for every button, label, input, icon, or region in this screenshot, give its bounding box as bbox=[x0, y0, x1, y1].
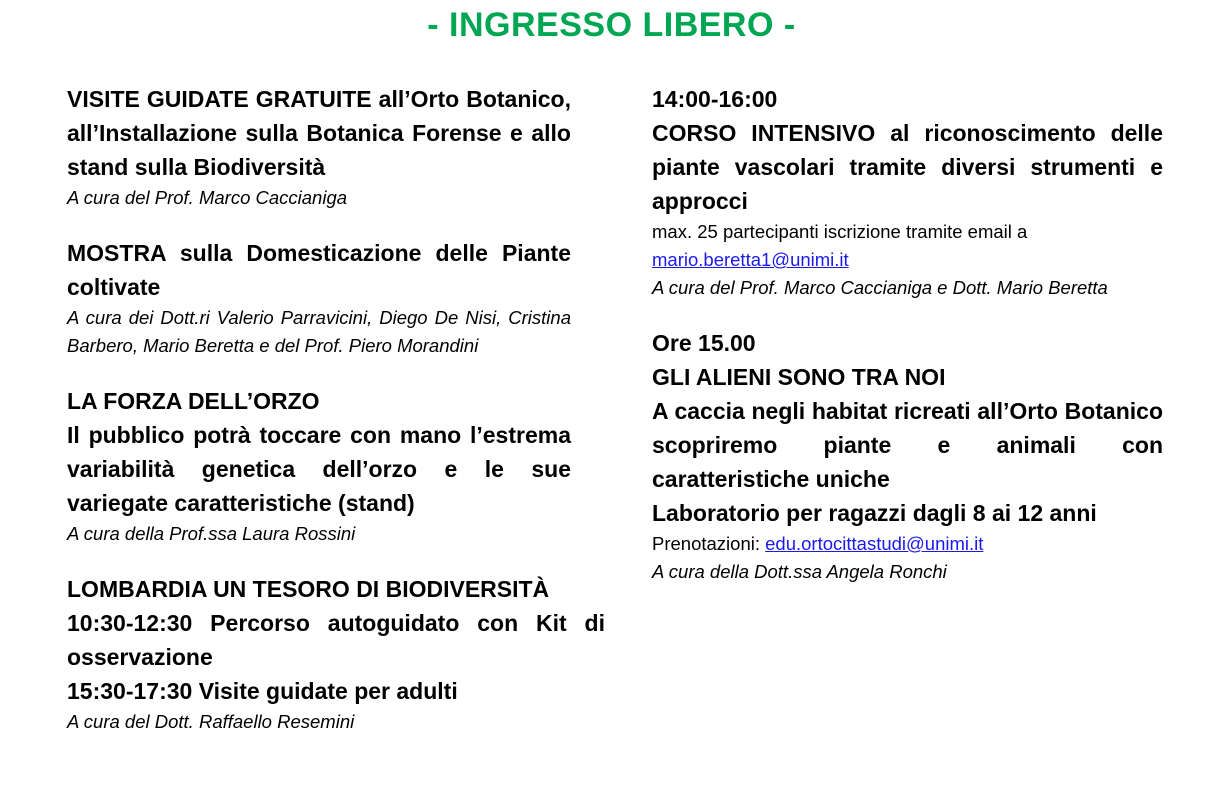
booking-line bbox=[652, 530, 1163, 558]
event-credit: A cura dei Dott.ri Valerio Parravicini, Diego De Nisi, Cristina Barbero, Mario Beretta e del Prof. Piero Morandini bbox=[67, 307, 571, 356]
event-corso-intensivo bbox=[652, 82, 1163, 302]
email-link[interactable]: mario.beretta1@unimi.it bbox=[652, 249, 849, 270]
event-credit: A cura del Prof. Marco Caccianiga e Dott. Mario Beretta bbox=[652, 277, 1108, 298]
left-column bbox=[67, 82, 605, 760]
event-title: LA FORZA DELL’ORZO bbox=[67, 388, 320, 414]
event-visite-guidate bbox=[67, 82, 571, 212]
event-info: max. 25 partecipanti iscrizione tramite email a bbox=[652, 221, 1028, 242]
event-mostra bbox=[67, 236, 571, 360]
event-time: Ore 15.00 bbox=[652, 330, 756, 356]
event-credit: A cura della Dott.ssa Angela Ronchi bbox=[652, 561, 947, 582]
event-title: GLI ALIENI SONO TRA NOI bbox=[652, 364, 946, 390]
event-title: CORSO INTENSIVO al riconoscimento delle piante vascolari tramite diversi strumenti e approcci bbox=[652, 120, 1163, 214]
event-alieni bbox=[652, 326, 1163, 586]
page-title: - INGRESSO LIBERO - bbox=[427, 6, 796, 44]
event-credit: A cura del Dott. Raffaello Resemini bbox=[67, 711, 355, 732]
event-forza-orzo bbox=[67, 384, 571, 548]
event-title: MOSTRA sulla Domesticazione delle Piante coltivate bbox=[67, 240, 571, 300]
event-description: Il pubblico potrà toccare con mano l’estrema variabilità genetica dell’orzo e le sue variegate caratteristiche (stand) bbox=[67, 422, 571, 516]
event-lombardia bbox=[67, 572, 605, 736]
event-time: 14:00-16:00 bbox=[652, 86, 778, 112]
event-title: LOMBARDIA UN TESORO DI BIODIVERSITÀ bbox=[67, 576, 550, 602]
event-description: A caccia negli habitat ricreati all’Orto Botanico scopriremo piante e animali con caratteristiche uniche bbox=[652, 398, 1163, 492]
event-schedule-line: 15:30-17:30 Visite guidate per adulti bbox=[67, 678, 458, 704]
right-column bbox=[652, 82, 1163, 610]
event-audience: Laboratorio per ragazzi dagli 8 ai 12 anni bbox=[652, 500, 1097, 526]
booking-email-link[interactable]: edu.ortocittastudi@unimi.it bbox=[765, 533, 984, 554]
event-schedule-line: 10:30-12:30 Percorso autoguidato con Kit di osservazione bbox=[67, 610, 605, 670]
event-credit: A cura del Prof. Marco Caccianiga bbox=[67, 187, 348, 208]
event-email-line bbox=[652, 246, 1163, 274]
event-title: VISITE GUIDATE GRATUITE all’Orto Botanico, all’Installazione sulla Botanica Forense e allo stand sulla Biodiversità bbox=[67, 86, 571, 180]
booking-label: Prenotazioni: bbox=[652, 533, 760, 554]
event-credit: A cura della Prof.ssa Laura Rossini bbox=[67, 523, 356, 544]
